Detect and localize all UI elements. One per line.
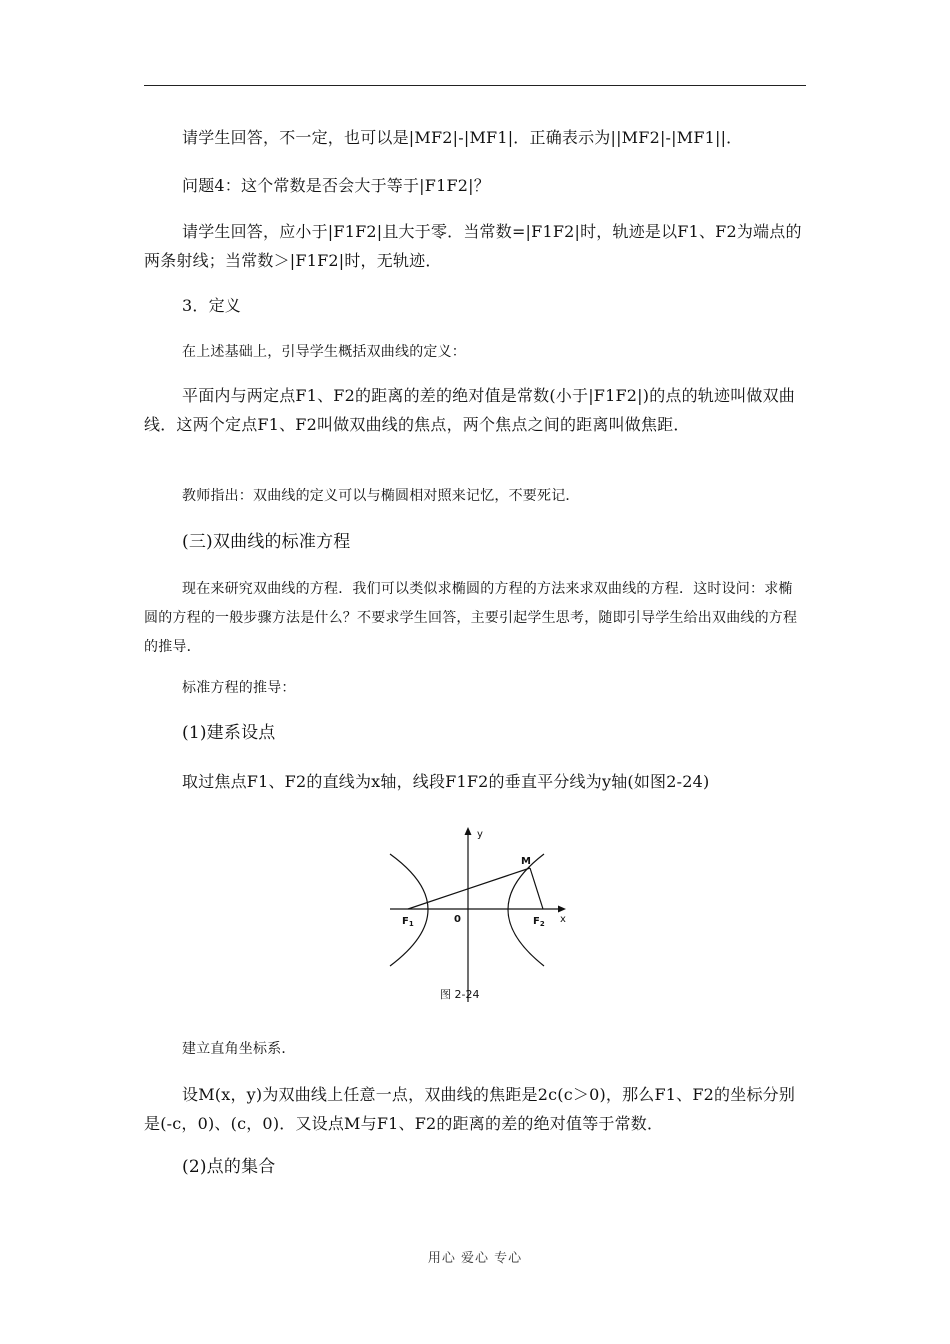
label-f2: $F_2$ bbox=[533, 916, 545, 928]
label-y: y bbox=[477, 829, 483, 840]
paragraph-definition: 平面内与两定点F1、F2的距离的差的绝对值是常数(小于|F1F2|)的点的轨迹叫做双曲线．这两个定点F1、F2叫做双曲线的焦点，两个焦点之间的距离叫做焦距． bbox=[144, 386, 795, 434]
hyperbola-figure bbox=[384, 824, 574, 1008]
label-f1: $F_1$ bbox=[402, 916, 414, 928]
figure-caption: 图 2-24 bbox=[440, 988, 480, 1001]
paragraph-derivation-title: 标准方程的推导： bbox=[182, 680, 296, 696]
x-axis-arrow-icon bbox=[558, 906, 566, 913]
paragraph-teacher-note: 教师指出：双曲线的定义可以与椭圆相对照来记忆，不要死记． bbox=[182, 488, 580, 504]
paragraph-question-4: 问题4：这个常数是否会大于等于|F1F2|？ bbox=[182, 176, 490, 195]
paragraph-point-setup: 设M(x，y)为双曲线上任意一点，双曲线的焦距是2c(c＞0)，那么F1、F2的坐标分别是(-c，0)、(c，0)．又设点M与F1、F2的距离的差的绝对值等于常数． bbox=[144, 1085, 796, 1133]
section-heading-definition: 3．定义 bbox=[182, 296, 241, 315]
label-m: M bbox=[521, 856, 531, 867]
paragraph-answer-1: 请学生回答，不一定，也可以是|MF2|-|MF1|．正确表示为||MF2|-|MF1||． bbox=[182, 128, 743, 147]
step-heading-coordinate-setup: (1)建系设点 bbox=[182, 723, 276, 743]
paragraph-establish-coordinates: 建立直角坐标系． bbox=[182, 1041, 296, 1057]
y-axis-arrow-icon bbox=[465, 827, 472, 835]
paragraph-answer-2: 请学生回答，应小于|F1F2|且大于零．当常数=|F1F2|时，轨迹是以F1、F2为端点的两条射线；当常数＞|F1F2|时，无轨迹． bbox=[144, 222, 802, 270]
right-hyperbola-branch bbox=[508, 854, 544, 966]
header-rule bbox=[144, 85, 806, 86]
hyperbola-diagram bbox=[384, 824, 574, 1008]
label-x: x bbox=[560, 914, 566, 925]
left-hyperbola-branch bbox=[390, 854, 428, 966]
paragraph-axis-setup: 取过焦点F1、F2的直线为x轴，线段F1F2的垂直平分线为y轴(如图2-24) bbox=[182, 772, 710, 791]
page-footer: 用心 爱心 专心 bbox=[427, 1251, 523, 1266]
label-origin: 0 bbox=[454, 914, 461, 925]
step-heading-point-set: (2)点的集合 bbox=[182, 1157, 276, 1177]
segment-m-f2 bbox=[530, 868, 543, 909]
section-heading-standard-equation: (三)双曲线的标准方程 bbox=[182, 532, 351, 552]
segment-f1-m bbox=[408, 868, 530, 909]
paragraph-research: 现在来研究双曲线的方程．我们可以类似求椭圆的方程的方法来求双曲线的方程．这时设问：求椭圆的方程的一般步骤方法是什么？不要求学生回答，主要引起学生思考，随即引导学生给出双曲线的方程的推导． bbox=[144, 581, 798, 655]
paragraph-intro-definition: 在上述基础上，引导学生概括双曲线的定义： bbox=[182, 344, 466, 360]
